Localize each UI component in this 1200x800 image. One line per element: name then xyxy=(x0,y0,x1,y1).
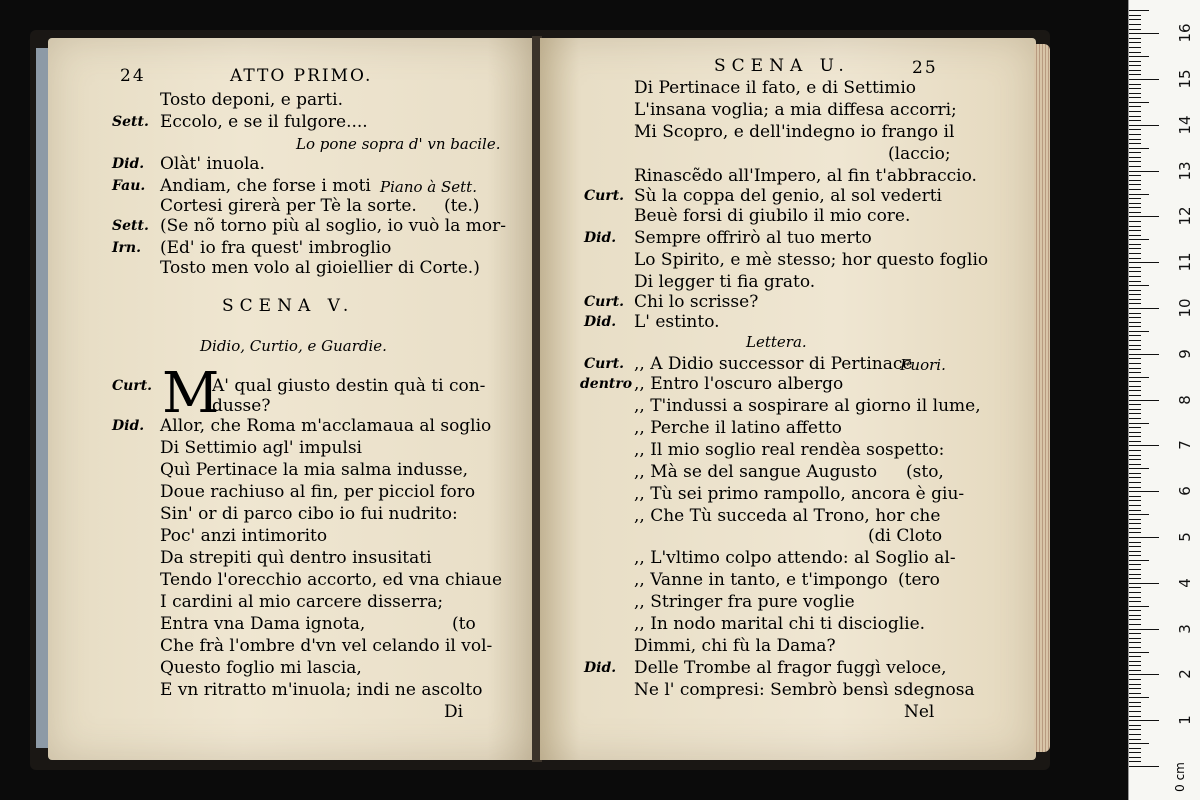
ruler-tick xyxy=(1129,564,1141,565)
ruler-tick xyxy=(1129,542,1141,543)
verse-line: Ne l' compresi: Sembrò bensì sdegnosa xyxy=(634,680,975,700)
ruler-tick xyxy=(1129,574,1141,575)
ruler-tick xyxy=(1129,510,1141,511)
ruler-tick xyxy=(1129,139,1141,140)
stage-direction: Fuori. xyxy=(900,356,946,374)
ruler-tick xyxy=(1129,629,1159,630)
catchword: Nel xyxy=(904,702,935,722)
speaker: dentro xyxy=(580,376,633,392)
ruler-tick xyxy=(1129,560,1149,561)
ruler-tick xyxy=(1129,436,1141,437)
verse-line: Allor, che Roma m'acclamaua al soglio xyxy=(160,416,492,436)
ruler-tick xyxy=(1129,514,1149,515)
verse-line: A' qual giusto destin quà ti con- xyxy=(212,376,486,396)
ruler-tick xyxy=(1129,313,1141,314)
ruler-tick xyxy=(1129,537,1159,538)
ruler-tick xyxy=(1129,294,1141,295)
verse-line: L' estinto. xyxy=(634,312,720,332)
ruler-tick xyxy=(1129,102,1149,103)
ruler-tick xyxy=(1129,496,1141,497)
ruler-tick xyxy=(1129,74,1141,75)
ruler-tick xyxy=(1129,702,1141,703)
verse-line: Tosto men volo al gioiellier di Corte.) xyxy=(160,258,480,278)
ruler-tick xyxy=(1129,61,1141,62)
catchword: Di xyxy=(444,702,464,722)
ruler-tick xyxy=(1129,271,1141,272)
ruler-number: 6 xyxy=(1176,486,1194,496)
left-running-head: ATTO PRIMO. xyxy=(230,66,373,86)
ruler-tick xyxy=(1129,207,1141,208)
ruler-tick xyxy=(1129,290,1141,291)
ruler-tick xyxy=(1129,679,1141,680)
ruler-tick xyxy=(1129,487,1141,488)
verse-line: Entra vna Dama ignota, xyxy=(160,614,366,634)
ruler-tick xyxy=(1129,477,1141,478)
verse-line: Questo foglio mi lascia, xyxy=(160,658,362,678)
ruler-tick xyxy=(1129,464,1141,465)
ruler-tick xyxy=(1129,93,1141,94)
ruler-number: 15 xyxy=(1176,69,1194,89)
ruler-tick xyxy=(1129,134,1141,135)
ruler-tick xyxy=(1129,652,1149,653)
ruler-tick xyxy=(1129,716,1141,717)
ruler-tick xyxy=(1129,143,1141,144)
ruler-tick xyxy=(1129,670,1141,671)
ruler-tick xyxy=(1129,743,1149,744)
ruler-tick xyxy=(1129,661,1141,662)
verse-line: Doue rachiuso al fin, per picciol foro xyxy=(160,482,476,502)
verse-line: Che frà l'ombre d'vn vel celando il vol- xyxy=(160,636,493,656)
ruler-tick xyxy=(1129,377,1149,378)
ruler-tick xyxy=(1129,326,1141,327)
verse-line: dusse? xyxy=(212,396,271,416)
speaker: Did. xyxy=(112,418,145,434)
ruler-tick xyxy=(1129,413,1141,414)
ruler-tick xyxy=(1129,500,1141,501)
ruler-tick xyxy=(1129,505,1141,506)
verse-turnover: (laccio; xyxy=(888,144,951,164)
ruler-tick xyxy=(1129,766,1159,767)
speaker: Sett. xyxy=(112,218,149,234)
ruler-tick xyxy=(1129,739,1141,740)
stage-direction: Lo pone sopra d' vn bacile. xyxy=(296,135,501,153)
ruler-tick xyxy=(1129,423,1149,424)
verse-line: ,, A Didio successor di Pertinace xyxy=(634,354,913,374)
ruler-tick xyxy=(1129,546,1141,547)
ruler-tick xyxy=(1129,409,1141,410)
ruler-tick xyxy=(1129,761,1141,762)
ruler-tick xyxy=(1129,47,1141,48)
ruler-tick xyxy=(1129,175,1141,176)
verse-turnover: (te.) xyxy=(444,196,480,216)
ruler-tick xyxy=(1129,106,1141,107)
ruler-tick xyxy=(1129,601,1141,602)
ruler-number: 1 xyxy=(1176,715,1194,725)
ruler-tick xyxy=(1129,445,1159,446)
speaker: Did. xyxy=(112,156,145,172)
ruler-tick xyxy=(1129,116,1141,117)
stage-direction: Piano à Sett. xyxy=(380,178,477,196)
ruler-tick xyxy=(1129,752,1141,753)
speaker: Did. xyxy=(584,230,617,246)
ruler-unit-label: 0 cm xyxy=(1172,762,1187,792)
left-page-number: 24 xyxy=(120,66,146,86)
verse-line: Beuè forsi di giubilo il mio core. xyxy=(634,206,911,226)
ruler-tick xyxy=(1129,606,1149,607)
ruler-tick xyxy=(1129,42,1141,43)
speaker: Did. xyxy=(584,660,617,676)
ruler-tick xyxy=(1129,111,1141,112)
ruler-tick xyxy=(1129,441,1141,442)
ruler-tick xyxy=(1129,157,1141,158)
ruler-tick xyxy=(1129,79,1159,80)
ruler-tick xyxy=(1129,418,1141,419)
ruler-tick xyxy=(1129,70,1141,71)
ruler-tick xyxy=(1129,404,1141,405)
verse-line: Di Pertinace il fato, e di Settimio xyxy=(634,78,917,98)
verse-line: ,, Entro l'oscuro albergo xyxy=(634,374,844,394)
verse-line: Poc' anzi intimorito xyxy=(160,526,328,546)
scene-title: SCENA V. xyxy=(222,296,355,316)
ruler-tick xyxy=(1129,720,1159,721)
verse-line: Rinascẽdo all'Impero, al fin t'abbraccio. xyxy=(634,166,977,186)
ruler-number: 10 xyxy=(1176,298,1194,318)
ruler-tick xyxy=(1129,10,1149,11)
verse-line: (Ed' io fra quest' imbroglio xyxy=(160,238,392,258)
ruler-tick xyxy=(1129,615,1141,616)
verse-line: ,, T'indussi a sospirare al giorno il lume, xyxy=(634,396,981,416)
ruler-number: 8 xyxy=(1176,394,1194,405)
ruler-tick xyxy=(1129,216,1159,217)
ruler-number: 4 xyxy=(1176,578,1194,588)
ruler-tick xyxy=(1129,235,1141,236)
ruler-tick xyxy=(1129,665,1141,666)
ruler-tick xyxy=(1129,711,1141,712)
ruler-tick xyxy=(1129,281,1141,282)
ruler-tick xyxy=(1129,38,1141,39)
ruler-tick xyxy=(1129,619,1141,620)
measuring-ruler xyxy=(1128,0,1200,800)
stage-direction: Lettera. xyxy=(746,333,807,351)
ruler-tick xyxy=(1129,65,1141,66)
ruler-tick xyxy=(1129,340,1141,341)
verse-line: Sù la coppa del genio, al sol vederti xyxy=(634,186,942,206)
ruler-tick xyxy=(1129,244,1141,245)
ruler-tick xyxy=(1129,194,1149,195)
speaker: Fau. xyxy=(112,178,146,194)
ruler-number: 13 xyxy=(1176,161,1194,181)
ruler-tick xyxy=(1129,285,1149,286)
ruler-tick xyxy=(1129,203,1141,204)
ruler-number: 7 xyxy=(1176,440,1194,451)
ruler-tick xyxy=(1129,578,1141,579)
ruler-tick xyxy=(1129,633,1141,634)
ruler-tick xyxy=(1129,52,1141,53)
ruler-tick xyxy=(1129,725,1141,726)
ruler-tick xyxy=(1129,427,1141,428)
ruler-tick xyxy=(1129,322,1141,323)
ruler-tick xyxy=(1129,125,1159,126)
speaker: Curt. xyxy=(584,188,625,204)
ruler-number: 14 xyxy=(1176,115,1194,135)
ruler-tick xyxy=(1129,226,1141,227)
ruler-tick xyxy=(1129,729,1141,730)
verse-line: E vn ritratto m'inuola; indi ne ascolto xyxy=(160,680,483,700)
ruler-tick xyxy=(1129,262,1159,263)
ruler-tick xyxy=(1129,647,1141,648)
speaker: Irn. xyxy=(112,240,141,256)
ruler-tick xyxy=(1129,482,1141,483)
ruler-tick xyxy=(1129,551,1141,552)
verse-line: Dimmi, chi fù la Dama? xyxy=(634,636,836,656)
ruler-tick xyxy=(1129,331,1149,332)
ruler-tick xyxy=(1129,455,1141,456)
ruler-tick xyxy=(1129,299,1141,300)
verse-line: Andiam, che forse i moti xyxy=(160,176,371,196)
verse-line: Chi lo scrisse? xyxy=(634,292,759,312)
ruler-tick xyxy=(1129,706,1141,707)
verse-line: ,, In nodo marital chi ti discioglie. xyxy=(634,614,926,634)
ruler-tick xyxy=(1129,390,1141,391)
verse-line: ,, Mà se del sangue Augusto xyxy=(634,462,878,482)
verse-line: Mi Scopro, e dell'indegno io frango il xyxy=(634,122,955,142)
verse-line: Lo Spirito, e mè stesso; hor questo foglio xyxy=(634,250,989,270)
ruler-tick xyxy=(1129,684,1141,685)
ruler-tick xyxy=(1129,345,1141,346)
ruler-tick xyxy=(1129,587,1141,588)
ruler-tick xyxy=(1129,267,1141,268)
ruler-number: 3 xyxy=(1176,623,1194,634)
speaker: Sett. xyxy=(112,114,149,130)
ruler-tick xyxy=(1129,697,1149,698)
verse-line: ,, Vanne in tanto, e t'impongo xyxy=(634,570,888,590)
verse-line: Tosto deponi, e parti. xyxy=(160,90,343,110)
ruler-tick xyxy=(1129,473,1141,474)
ruler-tick xyxy=(1129,317,1141,318)
ruler-tick xyxy=(1129,555,1141,556)
ruler-tick xyxy=(1129,212,1141,213)
ruler-tick xyxy=(1129,84,1141,85)
ruler-tick xyxy=(1129,734,1141,735)
ruler-tick xyxy=(1129,248,1141,249)
ruler-tick xyxy=(1129,88,1141,89)
ruler-tick xyxy=(1129,335,1141,336)
ruler-tick xyxy=(1129,152,1141,153)
verse-line: Tendo l'orecchio accorto, ed vna chiaue xyxy=(160,570,503,590)
ruler-tick xyxy=(1129,372,1141,373)
verse-line: Sempre offrirò al tuo merto xyxy=(634,228,872,248)
verse-line: (Se nõ torno più al soglio, io vuò la mor- xyxy=(160,216,506,236)
ruler-tick xyxy=(1129,363,1141,364)
ruler-tick xyxy=(1129,597,1141,598)
ruler-tick xyxy=(1129,148,1149,149)
verse-line: Di legger ti fia grato. xyxy=(634,272,816,292)
ruler-tick xyxy=(1129,24,1141,25)
ruler-tick xyxy=(1129,569,1141,570)
ruler-tick xyxy=(1129,583,1159,584)
ruler-tick xyxy=(1129,184,1141,185)
ruler-number: 12 xyxy=(1176,206,1194,226)
ruler-tick xyxy=(1129,386,1141,387)
verse-line: ,, Che Tù succeda al Trono, hor che xyxy=(634,506,941,526)
ruler-tick xyxy=(1129,532,1141,533)
ruler-number: 11 xyxy=(1176,252,1194,272)
verse-line: Quì Pertinace la mia salma indusse, xyxy=(160,460,469,480)
verse-line: Olàt' inuola. xyxy=(160,154,265,174)
speaker: Curt. xyxy=(584,294,625,310)
ruler-tick xyxy=(1129,395,1141,396)
ruler-tick xyxy=(1129,519,1141,520)
ruler-tick xyxy=(1129,491,1159,492)
ruler-tick xyxy=(1129,161,1141,162)
ruler-tick xyxy=(1129,642,1141,643)
ruler-tick xyxy=(1129,432,1141,433)
verse-line: Di Settimio agl' impulsi xyxy=(160,438,362,458)
ruler-tick xyxy=(1129,523,1141,524)
scene-characters: Didio, Curtio, e Guardie. xyxy=(200,337,387,355)
ruler-tick xyxy=(1129,349,1141,350)
ruler-tick xyxy=(1129,354,1159,355)
ruler-tick xyxy=(1129,189,1141,190)
verse-line: Eccolo, e se il fulgore.... xyxy=(160,112,368,132)
ruler-tick xyxy=(1129,97,1141,98)
ruler-tick xyxy=(1129,56,1149,57)
ruler-tick xyxy=(1129,757,1141,758)
ruler-tick xyxy=(1129,276,1141,277)
ruler-tick xyxy=(1129,693,1141,694)
speaker: Curt. xyxy=(584,356,625,372)
verse-line: Delle Trombe al fragor fuggì veloce, xyxy=(634,658,947,678)
ruler-tick xyxy=(1129,308,1159,309)
speaker: Curt. xyxy=(112,378,153,394)
ruler-number: 9 xyxy=(1176,349,1194,359)
ruler-tick xyxy=(1129,656,1141,657)
ruler-tick xyxy=(1129,468,1149,469)
ruler-tick xyxy=(1129,688,1141,689)
verse-line: ,, Il mio soglio real rendèa sospetto: xyxy=(634,440,945,460)
ruler-tick xyxy=(1129,230,1141,231)
verse-line: Sin' or di parco cibo io fui nudrito: xyxy=(160,504,458,524)
verse-line: Cortesi girerà per Tè la sorte. xyxy=(160,196,417,216)
ruler-tick xyxy=(1129,129,1141,130)
ruler-tick xyxy=(1129,303,1141,304)
ruler-tick xyxy=(1129,674,1159,675)
ruler-tick xyxy=(1129,459,1141,460)
speaker: Did. xyxy=(584,314,617,330)
ruler-number: 5 xyxy=(1176,532,1194,542)
ruler-tick xyxy=(1129,638,1141,639)
verse-line: ,, L'vltimo colpo attendo: al Soglio al- xyxy=(634,548,956,568)
verse-line: ,, Tù sei primo rampollo, ancora è giu- xyxy=(634,484,965,504)
verse-line: ,, Stringer fra pure voglie xyxy=(634,592,855,612)
ruler-tick xyxy=(1129,29,1141,30)
ruler-tick xyxy=(1129,15,1141,16)
ruler-tick xyxy=(1129,748,1141,749)
ruler-tick xyxy=(1129,19,1141,20)
ruler-tick xyxy=(1129,624,1141,625)
ruler-tick xyxy=(1129,221,1141,222)
ruler-tick xyxy=(1129,358,1141,359)
ruler-tick xyxy=(1129,166,1141,167)
ruler-tick xyxy=(1129,400,1159,401)
ruler-tick xyxy=(1129,180,1141,181)
drop-capital: M xyxy=(162,361,220,426)
right-running-head: SCENA U. xyxy=(714,56,850,76)
ruler-tick xyxy=(1129,33,1159,34)
verse-line: I cardini al mio carcere disserra; xyxy=(160,592,444,612)
verse-turnover: (to xyxy=(452,614,476,634)
ruler-tick xyxy=(1129,239,1149,240)
ruler-tick xyxy=(1129,368,1141,369)
ruler-tick xyxy=(1129,171,1159,172)
verse-turnover: (tero xyxy=(898,570,940,590)
ruler-tick xyxy=(1129,592,1141,593)
ruler-tick xyxy=(1129,258,1141,259)
verse-line: ,, Perche il latino affetto xyxy=(634,418,842,438)
verse-line: L'insana voglia; a mia diffesa accorri; xyxy=(634,100,957,120)
verse-turnover: (di Cloto xyxy=(868,526,943,546)
ruler-number: 2 xyxy=(1176,669,1194,680)
ruler-tick xyxy=(1129,610,1141,611)
verse-line: Da strepiti quì dentro insusitati xyxy=(160,548,432,568)
ruler-tick xyxy=(1129,253,1141,254)
ruler-number: 16 xyxy=(1176,23,1194,43)
ruler-tick xyxy=(1129,381,1141,382)
ruler-tick xyxy=(1129,528,1141,529)
verse-turnover: (sto, xyxy=(906,462,944,482)
right-page-number: 25 xyxy=(912,58,938,78)
ruler-tick xyxy=(1129,198,1141,199)
ruler-tick xyxy=(1129,120,1141,121)
ruler-tick xyxy=(1129,450,1141,451)
